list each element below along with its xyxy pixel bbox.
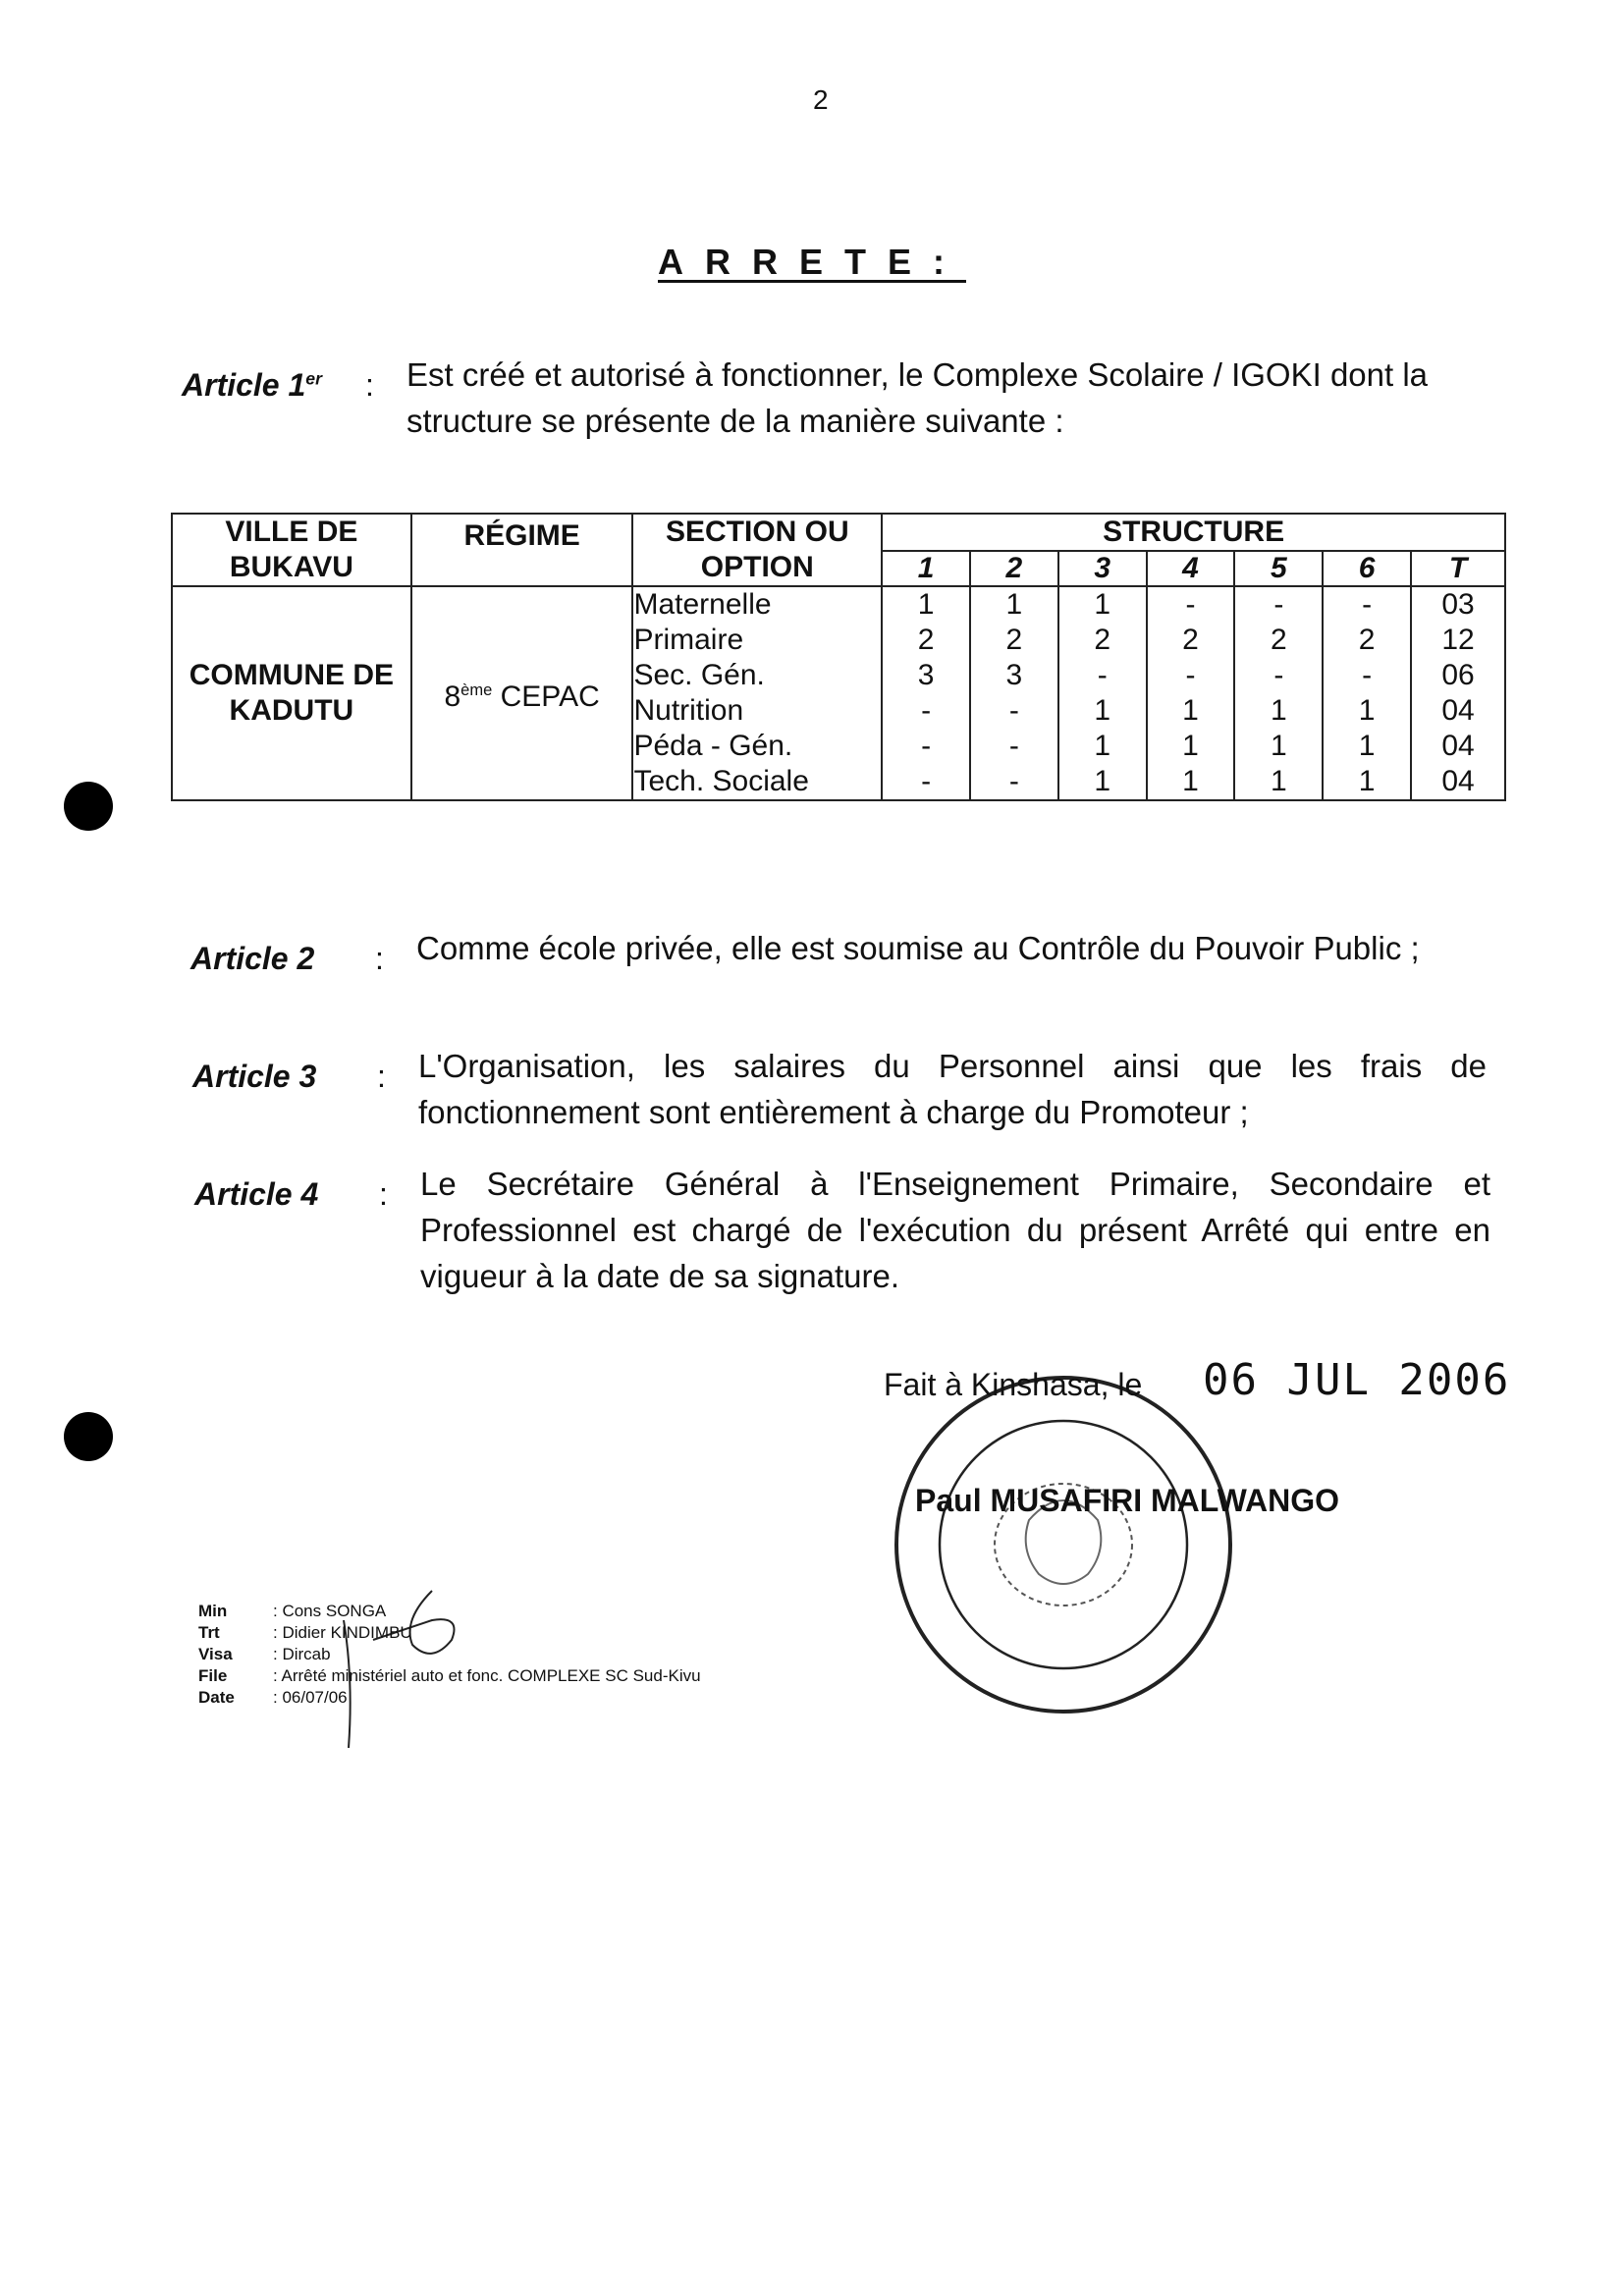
article-1-label-sup: er (305, 368, 322, 389)
value: 1 (1270, 694, 1287, 727)
value: - (1273, 659, 1284, 691)
value: 1 (1094, 588, 1111, 621)
article-4-colon: : (379, 1176, 388, 1212)
value: 1 (1182, 694, 1199, 727)
value: - (1008, 765, 1019, 797)
value: 1 (917, 588, 935, 621)
value: - (1008, 730, 1019, 762)
col-4-values (1147, 586, 1235, 800)
value: 1 (1358, 730, 1376, 762)
col-number: 5 (1234, 551, 1323, 586)
value: 1 (1270, 765, 1287, 797)
structure-table (171, 513, 1506, 801)
value: 2 (1005, 624, 1023, 656)
punch-hole-top (64, 782, 113, 831)
value: - (1185, 659, 1196, 691)
footer-value: : Arrêté ministériel auto et fonc. COMPLEXE SC Sud-Kivu (273, 1666, 701, 1685)
col-number: 4 (1147, 551, 1235, 586)
value: 2 (917, 624, 935, 656)
value: 2 (1358, 624, 1376, 656)
col-number: 6 (1323, 551, 1411, 586)
value: 1 (1358, 765, 1376, 797)
option-label: Nutrition (633, 694, 744, 727)
value: - (921, 694, 932, 727)
value: 03 (1441, 588, 1475, 621)
article-1-label (182, 367, 322, 404)
article-2-label: Article 2 (190, 941, 315, 976)
footer-value: : Dircab (273, 1645, 331, 1663)
col-5-values (1234, 586, 1323, 800)
value: - (1008, 694, 1019, 727)
col-total-values (1411, 586, 1505, 800)
signer-name: Paul MUSAFIRI MALWANGO (915, 1483, 1339, 1518)
value: - (1097, 659, 1108, 691)
article-1-text: Est créé et autorisé à fonctionner, le Complexe Scolaire / IGOKI dont la structure se présente de la manière suivante : (406, 356, 1429, 439)
footer-row (198, 1601, 701, 1622)
value: - (1185, 588, 1196, 621)
value: 2 (1182, 624, 1199, 656)
option-label: Péda - Gén. (633, 730, 793, 762)
col-number: 3 (1058, 551, 1147, 586)
value: - (1362, 588, 1373, 621)
value: 1 (1182, 730, 1199, 762)
footer-value: : 06/07/06 (273, 1688, 348, 1707)
ville-cell: COMMUNE DE KADUTU (172, 586, 411, 800)
footer-row (198, 1622, 701, 1644)
col-1-values (882, 586, 970, 800)
title-text: ARRETE: (658, 242, 966, 282)
regime-prefix: 8 (444, 680, 461, 713)
col-6-values (1323, 586, 1411, 800)
footer-value: : Cons SONGA (273, 1602, 387, 1620)
signature-date: 06 JUL 2006 (1203, 1355, 1511, 1405)
value: - (921, 730, 932, 762)
header-regime: RÉGIME (411, 514, 633, 586)
footer-row (198, 1644, 701, 1665)
regime-cell (411, 586, 633, 800)
value: 1 (1358, 694, 1376, 727)
header-ville: VILLE DE BUKAVU (172, 514, 411, 586)
article-2-colon: : (375, 941, 384, 976)
footer-row (198, 1665, 701, 1687)
page-number: 2 (813, 84, 829, 115)
article-3-text: L'Organisation, les salaires du Personnel ainsi que les frais de fonctionnement sont entièrement à charge du Promoteur ; (418, 1048, 1487, 1130)
value: 04 (1441, 730, 1475, 762)
options-cell (632, 586, 882, 800)
value: 2 (1094, 624, 1111, 656)
value: 3 (1005, 659, 1023, 691)
header-structure: STRUCTURE (882, 514, 1505, 551)
footer-value: : Didier KINDIMBU (273, 1623, 412, 1642)
document-title (0, 242, 1624, 283)
value: - (1362, 659, 1373, 691)
regime-suffix: CEPAC (492, 680, 600, 713)
footer-key: Date (198, 1688, 235, 1707)
value: 1 (1182, 765, 1199, 797)
article-4-text: Le Secrétaire Général à l'Enseignement Primaire, Secondaire et Professionnel est chargé de l'exécution du présent Arrêté qui entre en vigueur à la date de sa signature. (420, 1166, 1490, 1294)
footer-key: Visa (198, 1645, 233, 1663)
col-number: 2 (970, 551, 1058, 586)
footer-key: Trt (198, 1623, 220, 1642)
article-1-colon: : (365, 367, 374, 403)
official-seal (892, 1373, 1235, 1716)
footer-key: Min (198, 1602, 228, 1620)
article-1-label-text: Article 1 (182, 367, 306, 403)
article-3-label: Article 3 (192, 1059, 317, 1094)
article-2-text: Comme école privée, elle est soumise au Contrôle du Pouvoir Public ; (416, 930, 1420, 966)
value: - (1273, 588, 1284, 621)
option-label: Tech. Sociale (633, 765, 809, 797)
value: 2 (1270, 624, 1287, 656)
punch-hole-bottom (64, 1412, 113, 1461)
col-3-values (1058, 586, 1147, 800)
value: 1 (1094, 694, 1111, 727)
regime-sup: ème (460, 680, 493, 699)
value: 1 (1094, 765, 1111, 797)
footer-row (198, 1687, 701, 1709)
header-section: SECTION OU OPTION (632, 514, 882, 586)
col-2-values (970, 586, 1058, 800)
value: - (921, 765, 932, 797)
article-3-colon: : (377, 1059, 386, 1094)
option-label: Primaire (633, 624, 744, 656)
value: 04 (1441, 765, 1475, 797)
value: 1 (1270, 730, 1287, 762)
col-number: 1 (882, 551, 970, 586)
col-total: T (1411, 551, 1505, 586)
value: 12 (1441, 624, 1475, 656)
option-label: Maternelle (633, 588, 772, 621)
footer-references (198, 1601, 701, 1709)
article-4-label: Article 4 (194, 1176, 319, 1212)
value: 3 (917, 659, 935, 691)
footer-key: File (198, 1666, 228, 1685)
option-label: Sec. Gén. (633, 659, 765, 691)
value: 04 (1441, 694, 1475, 727)
value: 06 (1441, 659, 1475, 691)
value: 1 (1005, 588, 1023, 621)
value: 1 (1094, 730, 1111, 762)
place-date-line: Fait à Kinshasa, le (884, 1367, 1143, 1402)
